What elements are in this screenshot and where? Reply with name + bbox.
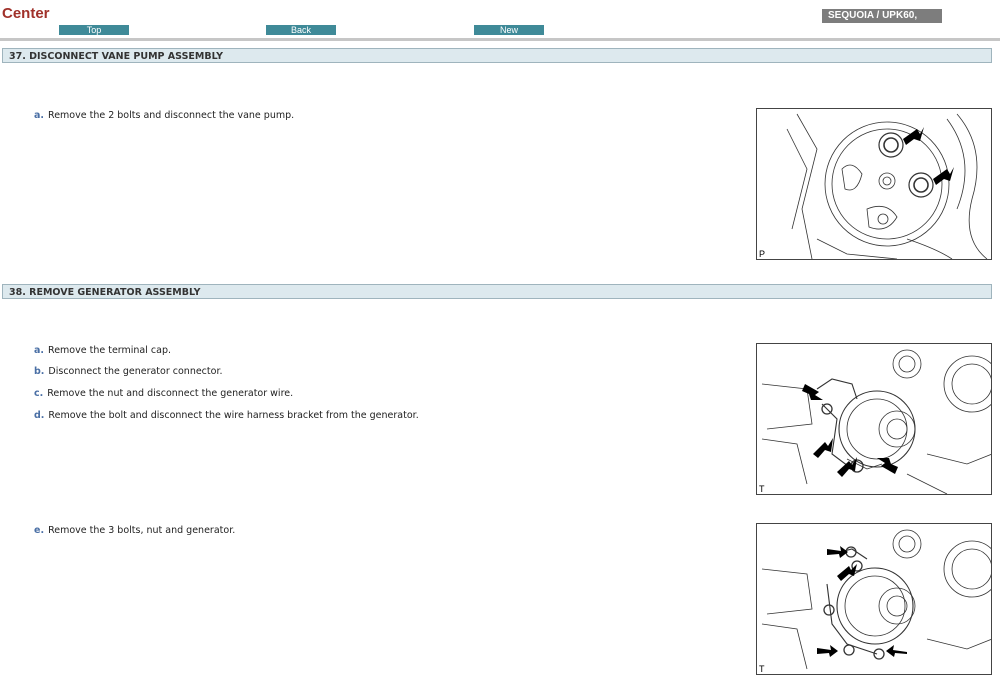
step-text: Remove the bolt and disconnect the wire harness bracket from the generator. [48, 410, 419, 421]
top-bar [0, 0, 1000, 40]
header-divider [0, 38, 1000, 41]
step-38-d [34, 410, 419, 421]
step-letter: b. [34, 366, 45, 377]
new-button[interactable]: New [474, 25, 544, 35]
step-38-c [34, 388, 293, 399]
step-text: Disconnect the generator connector. [48, 366, 223, 377]
section-38-header: 38. REMOVE GENERATOR ASSEMBLY [2, 284, 992, 299]
figure-code: P [759, 249, 766, 259]
step-letter: d. [34, 410, 45, 421]
step-38-a [34, 345, 171, 356]
generator-connector-figure [756, 343, 992, 495]
step-letter: a. [34, 110, 45, 121]
model-badge: SEQUOIA / UPK60, [822, 9, 942, 23]
step-text: Remove the 3 bolts, nut and generator. [48, 525, 236, 536]
step-letter: e. [34, 525, 45, 536]
figure-code: T [759, 484, 765, 494]
generator-removal-figure [756, 523, 992, 675]
step-38-e [34, 525, 235, 536]
generator-removal-illustration [757, 524, 992, 675]
step-text: Remove the terminal cap. [48, 345, 172, 356]
step-letter: c. [34, 388, 44, 399]
step-37-a [34, 110, 294, 121]
vane-pump-illustration [757, 109, 992, 260]
brand-title: Center [2, 5, 50, 22]
section-37-header: 37. DISCONNECT VANE PUMP ASSEMBLY [2, 48, 992, 63]
step-text: Remove the 2 bolts and disconnect the vane pump. [48, 110, 295, 121]
back-button[interactable]: Back [266, 25, 336, 35]
step-text: Remove the nut and disconnect the generator wire. [47, 388, 294, 399]
top-button[interactable]: Top [59, 25, 129, 35]
vane-pump-figure [756, 108, 992, 260]
step-letter: a. [34, 345, 45, 356]
generator-connector-illustration [757, 344, 992, 495]
step-38-b [34, 366, 223, 377]
figure-code: T [759, 664, 765, 674]
